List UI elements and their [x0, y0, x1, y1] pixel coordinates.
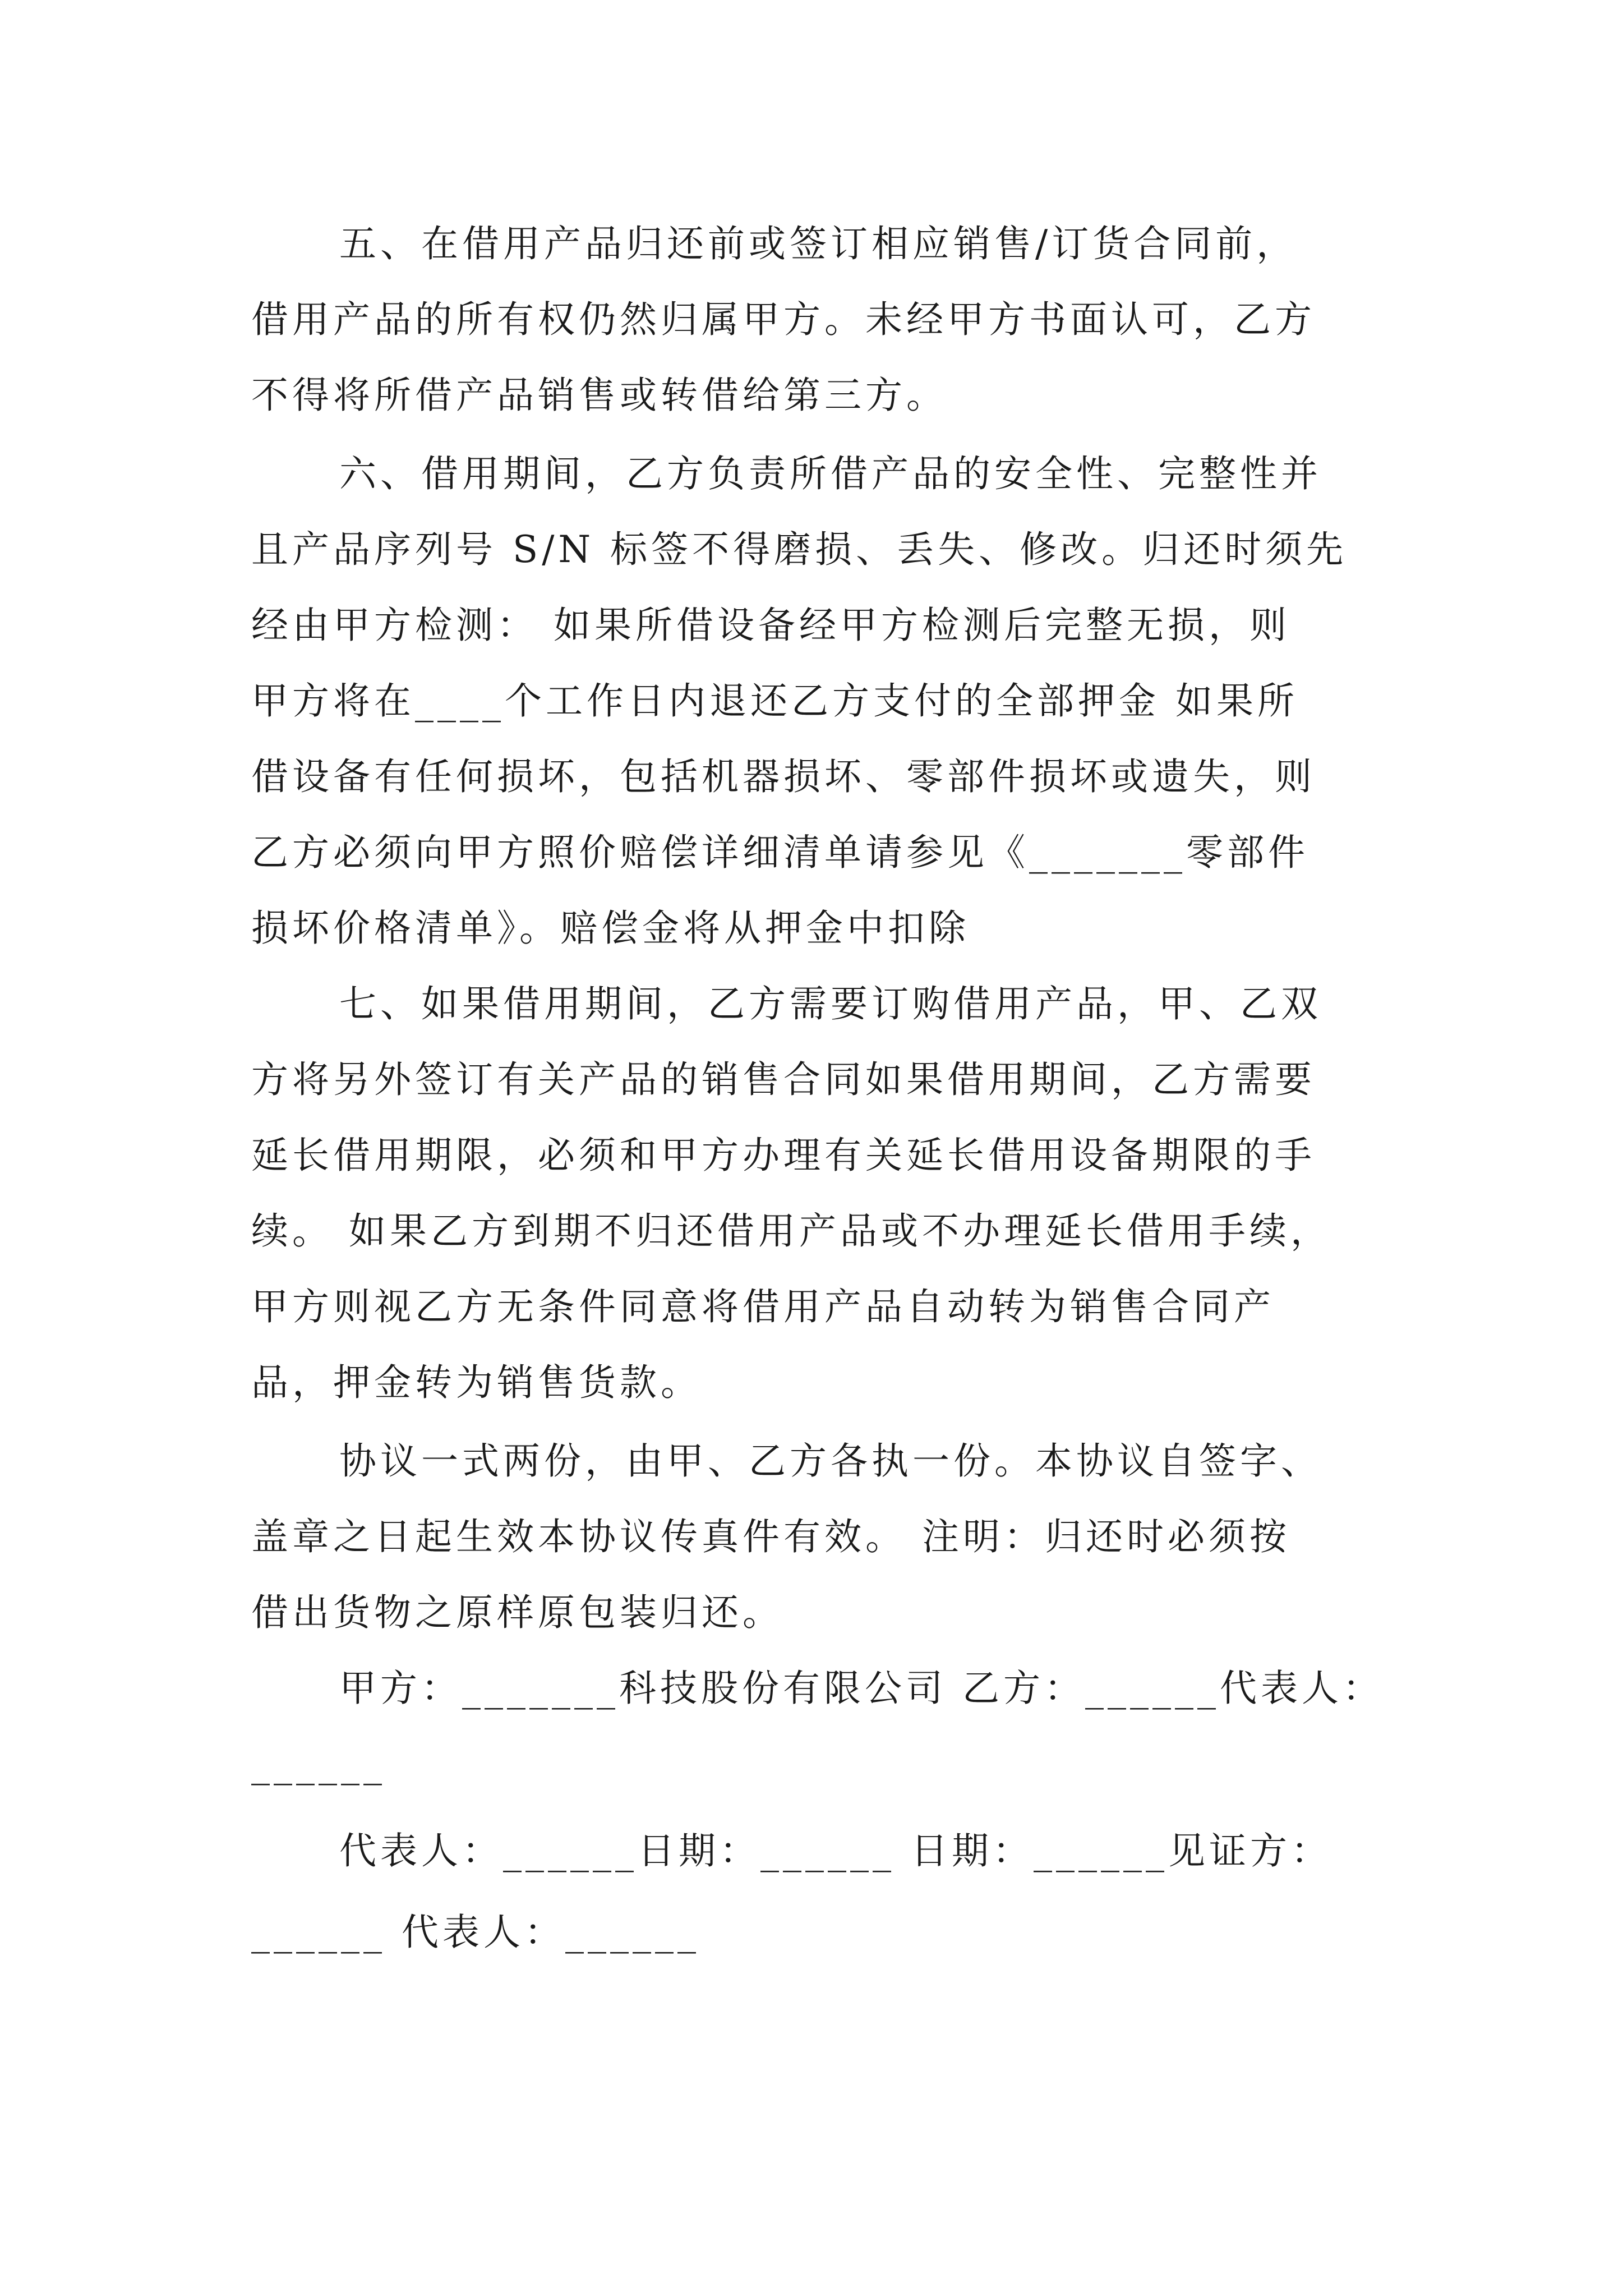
clause-5-line-2: 借用产品的所有权仍然归属甲方。未经甲方书面认可，乙方: [251, 298, 1316, 341]
clause-7-line-1: 七、如果借用期间，乙方需要订购借用产品，甲、乙双: [339, 982, 1322, 1025]
clause-6-line-7: 损坏价格清单》。赔偿金将从押金中扣除: [251, 907, 970, 950]
clause-5-line-1: 五、在借用产品归还前或签订相应销售/订货合同前，: [339, 222, 1298, 265]
agreement-terms-line-1: 协议一式两份，由甲、乙方各执一份。本协议自签字、: [339, 1439, 1322, 1483]
clause-7-line-6: 品，押金转为销售货款。: [251, 1361, 702, 1404]
signature-parties-line-2: ______: [251, 1742, 386, 1786]
clause-7-line-5: 甲方则视乙方无条件同意将借用产品自动转为销售合同产: [251, 1285, 1275, 1328]
clause-6-line-6: 乙方必须向甲方照价赔偿详细清单请参见《_______零部件: [251, 831, 1309, 874]
clause-6-line-1: 六、借用期间，乙方负责所借产品的安全性、完整性并: [339, 452, 1322, 495]
clause-6-line-5: 借设备有任何损坏，包括机器损坏、零部件损坏或遗失，则: [251, 755, 1316, 798]
agreement-terms-line-3: 借出货物之原样原包装归还。: [251, 1591, 783, 1634]
clause-5-line-3: 不得将所借产品销售或转借给第三方。: [251, 374, 947, 417]
signature-dates-line-2: ______ 代表人：______: [251, 1911, 700, 1954]
clause-7-line-3: 延长借用期限，必须和甲方办理有关延长借用设备期限的手: [251, 1134, 1316, 1177]
signature-dates-line-1: 代表人：______日期：______ 日期：______见证方：: [339, 1829, 1332, 1872]
clause-6-line-4: 甲方将在____个工作日内退还乙方支付的全部押金 如果所: [251, 679, 1298, 723]
clause-6-line-3: 经由甲方检测： 如果所借设备经甲方检测后完整无损，则: [251, 604, 1290, 647]
agreement-terms-line-2: 盖章之日起生效本协议传真件有效。 注明：归还时必须按: [251, 1515, 1290, 1558]
signature-parties-line-1: 甲方：_______科技股份有限公司 乙方：______代表人：: [339, 1667, 1384, 1710]
clause-7-line-2: 方将另外签订有关产品的销售合同如果借用期间，乙方需要: [251, 1058, 1316, 1101]
clause-6-line-2: 且产品序列号 S/N 标签不得磨损、丢失、修改。归还时须先: [251, 528, 1348, 571]
clause-7-line-4: 续。 如果乙方到期不归还借用产品或不办理延长借用手续，: [251, 1209, 1331, 1253]
